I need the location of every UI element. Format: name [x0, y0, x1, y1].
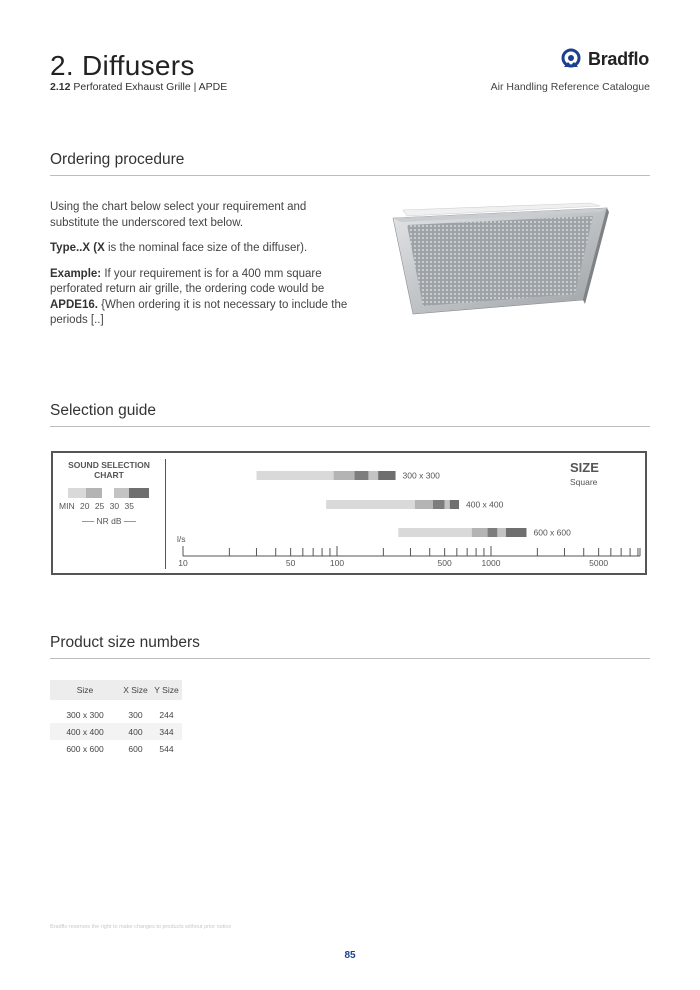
cell-size: 400 x 400: [50, 723, 120, 740]
x-tick-label: 500: [437, 558, 452, 568]
axis-unit-label: l/s: [177, 534, 186, 544]
section-name: Perforated Exhaust Grille: [73, 81, 191, 93]
x-tick-label: 50: [285, 558, 296, 568]
x-tick-label: 100: [329, 558, 345, 568]
footer-disclaimer: Bradflo reserves the right to make changes to products without prior notice: [50, 924, 232, 930]
bar-label: 600 x 600: [533, 527, 571, 538]
cell-x-size: 600: [128, 743, 143, 754]
bar-segment: [368, 471, 378, 480]
subtitle-separator: |: [193, 81, 197, 93]
size-shape: Square: [570, 477, 598, 487]
cell-x-size: 400: [120, 723, 151, 740]
bar-segment: [497, 528, 506, 537]
bar-label: 300 x 300: [402, 470, 440, 481]
size-table-header: [50, 680, 182, 700]
table-row: [50, 740, 182, 757]
x-tick-label: 5000: [589, 558, 609, 568]
nr-db-label: NR dB: [96, 516, 122, 526]
sizes-heading: Product size numbers: [50, 634, 200, 651]
nr-value-35: 35: [124, 501, 134, 511]
catalogue-name: Air Handling Reference Catalogue: [490, 81, 650, 93]
bar-segment: [415, 500, 433, 509]
col-y-size: Y Size: [151, 680, 182, 700]
bar-segment: [378, 471, 395, 480]
example-label: Example:: [50, 267, 102, 280]
x-tick-label: 10: [178, 558, 188, 568]
col-size: Size: [50, 680, 120, 700]
example-text: If your requirement is for a 400 mm square perforated return air grille, the ordering code would be: [50, 267, 325, 295]
table-row: [50, 706, 182, 723]
bar-segment: [334, 471, 355, 480]
bar-segment: [398, 528, 471, 537]
sound-chart-title: SOUND SELECTION CHART: [68, 460, 150, 480]
bar-segment: [355, 471, 369, 480]
bar-segment: [488, 528, 498, 537]
col-x-size: X Size: [120, 680, 151, 700]
bar-segment: [433, 500, 445, 509]
nr-value-20: 20: [79, 501, 90, 511]
sizes-divider: [50, 658, 650, 659]
bar-segment: [326, 500, 415, 509]
product-code: APDE: [198, 81, 228, 93]
type-description: is the nominal face size of the diffuser).: [107, 242, 308, 254]
example-code: APDE16.: [50, 298, 98, 311]
cell-x-size: 300: [128, 709, 143, 720]
bar-segment: [256, 471, 333, 480]
cell-size: 600 x 600: [66, 743, 104, 754]
size-heading: SIZE: [570, 460, 599, 475]
brand-name: Bradflo: [588, 48, 649, 69]
nr-min-label: MIN: [59, 501, 75, 511]
example-note: {When ordering it is not necessary to include the periods [..]: [50, 298, 348, 326]
bar-segment: [450, 500, 459, 509]
x-tick-label: 1000: [481, 558, 501, 568]
cell-y-size: 344: [151, 723, 182, 740]
nr-db-caption: ── NR dB ──: [82, 516, 136, 526]
bar-segment: [445, 500, 450, 509]
size-table: [50, 680, 182, 757]
bar-segment: [506, 528, 527, 537]
chapter-title: 2. Diffusers: [50, 50, 195, 81]
page-number: 85: [344, 950, 356, 961]
nr-value-30: 30: [109, 501, 120, 511]
cell-size: 300 x 300: [66, 709, 104, 720]
table-row: [50, 723, 182, 740]
cell-y-size: 544: [159, 743, 174, 754]
bar-segment: [472, 528, 488, 537]
ordering-intro: Using the chart below select your requirement and substitute the underscored text below.: [50, 201, 307, 229]
ordering-heading: Ordering procedure: [50, 151, 185, 168]
section-number: 2.12: [50, 81, 71, 93]
selection-heading: Selection guide: [50, 402, 156, 419]
nr-value-25: 25: [94, 501, 105, 511]
bar-label: 400 x 400: [466, 499, 504, 510]
cell-y-size: 244: [159, 709, 174, 720]
type-x: (X: [93, 242, 105, 254]
type-code: Type..X: [50, 242, 91, 254]
